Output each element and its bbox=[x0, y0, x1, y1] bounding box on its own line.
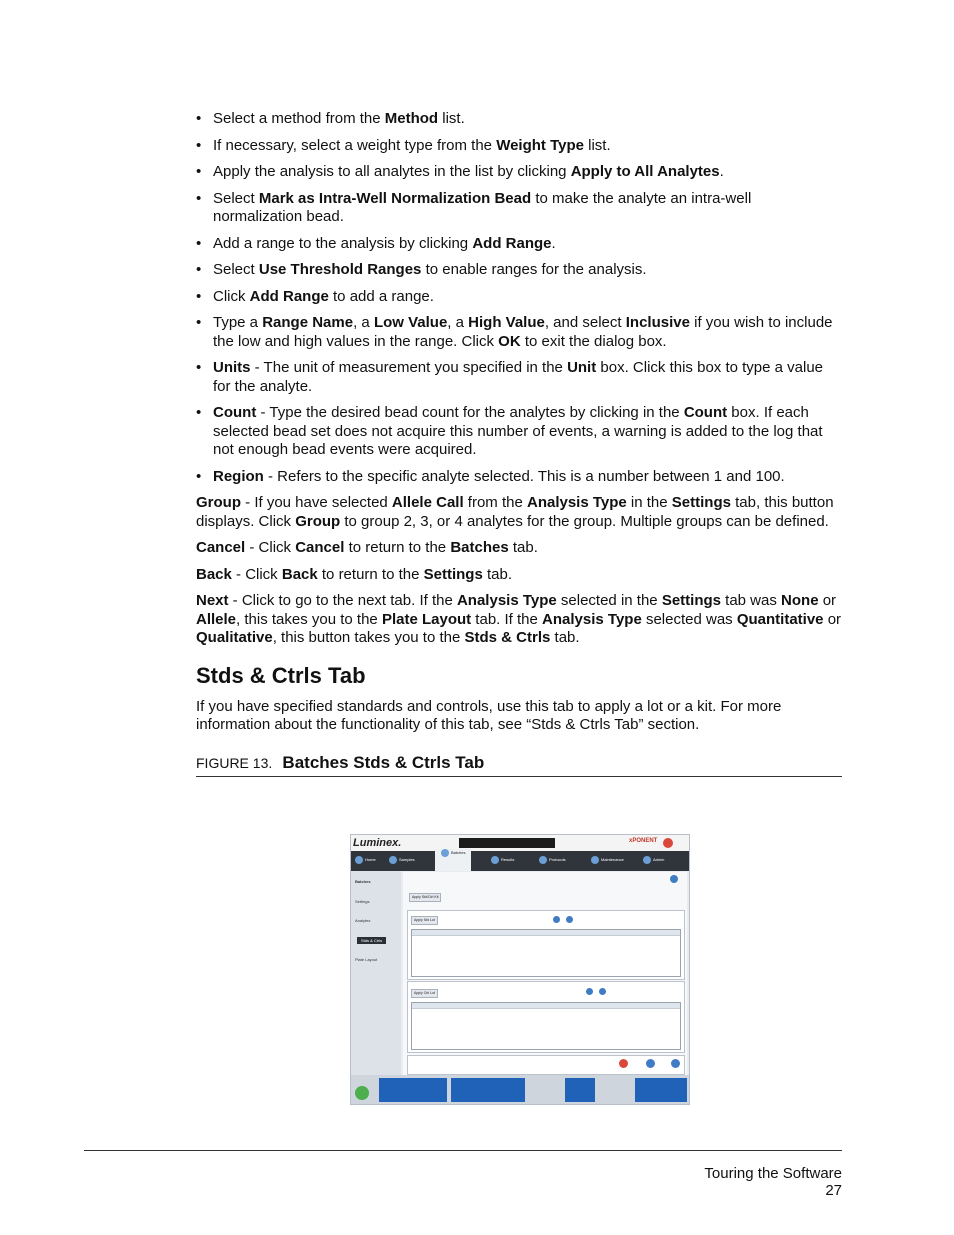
description-paragraph bbox=[196, 566, 842, 585]
bold-term: Plate Layout bbox=[381, 610, 472, 628]
bold-term: Use Threshold Ranges bbox=[258, 261, 422, 278]
text-run: if you wish to include the low and high values in the range. Click bbox=[213, 314, 833, 350]
bullet-item bbox=[196, 359, 842, 396]
back-icon bbox=[646, 1059, 655, 1068]
bold-term: Group bbox=[295, 512, 341, 530]
sidebar-item-stds-ctrls: Stds & Ctrls bbox=[357, 937, 386, 944]
sidebar-item-plate-layout: Plate Layout bbox=[355, 957, 378, 962]
text-run: to return to the bbox=[317, 565, 424, 583]
nav-tab-protocols: Protocols bbox=[539, 856, 566, 864]
maintenance-icon bbox=[591, 856, 599, 864]
bold-term: Allele Call bbox=[391, 494, 464, 511]
bold-term: Apply to All Analytes bbox=[570, 163, 720, 180]
nav-tab-results: Results bbox=[491, 856, 514, 864]
description-paragraph bbox=[196, 494, 842, 531]
text-run: tab. bbox=[550, 629, 580, 646]
text-run: . bbox=[719, 163, 724, 180]
text-run: Click bbox=[213, 287, 250, 305]
results-icon bbox=[491, 856, 499, 864]
bold-term: Weight Type bbox=[496, 136, 584, 154]
text-run: or bbox=[823, 610, 842, 628]
figure-title: Batches Stds & Ctrls Tab bbox=[282, 752, 485, 772]
batches-icon bbox=[441, 849, 449, 857]
text-run: Select a method from the bbox=[213, 110, 385, 127]
cancel-icon bbox=[619, 1059, 628, 1068]
status-panel bbox=[379, 1078, 447, 1102]
bold-term: Low Value bbox=[373, 314, 448, 331]
text-run: - If you have selected bbox=[241, 494, 392, 511]
section-heading: Stds & Ctrls Tab bbox=[196, 662, 366, 688]
section-body: If you have specified standards and controls, use this tab to apply a lot or a kit. For more information about the functionality of this tab, see “Stds & Ctrls Tab” section. bbox=[196, 697, 782, 733]
bold-term: Group bbox=[196, 494, 241, 511]
text-run: to add a range. bbox=[328, 287, 434, 305]
text-run: . bbox=[551, 234, 556, 252]
bullet-item bbox=[196, 137, 842, 156]
page-content bbox=[196, 110, 842, 777]
bold-term: Back bbox=[281, 565, 318, 583]
bullet-item bbox=[196, 163, 842, 182]
bottom-button-bar bbox=[407, 1055, 685, 1075]
table-header bbox=[412, 1003, 680, 1009]
text-run: - Click bbox=[231, 565, 282, 583]
footer-rule bbox=[84, 1150, 842, 1151]
text-run: list. bbox=[438, 110, 465, 127]
text-run: Add a range to the analysis by clicking bbox=[213, 234, 473, 252]
ctrl-action-icon-2 bbox=[599, 988, 606, 995]
figure-number: FIGURE 13. bbox=[196, 754, 273, 771]
bold-term: Count bbox=[213, 404, 257, 421]
text-run: to exit the dialog box. bbox=[520, 332, 667, 350]
bold-term: None bbox=[781, 592, 819, 609]
status-panel-3 bbox=[565, 1078, 595, 1102]
status-panel-4 bbox=[635, 1078, 687, 1102]
bold-term: Settings bbox=[671, 494, 731, 511]
sidebar-item-settings: Settings bbox=[355, 899, 370, 904]
text-run: tab was bbox=[721, 592, 782, 609]
bold-term: Count bbox=[683, 404, 728, 421]
nav-tab-admin: Admin bbox=[643, 856, 664, 864]
next-icon bbox=[671, 1059, 680, 1068]
description-paragraph bbox=[196, 539, 842, 558]
ctrl-action-icon bbox=[586, 988, 593, 995]
admin-icon bbox=[643, 856, 651, 864]
system-ok-icon bbox=[355, 1086, 369, 1100]
bold-term: Analysis Type bbox=[526, 494, 627, 511]
text-run: in the bbox=[626, 494, 672, 511]
bold-term: Analysis Type bbox=[456, 592, 557, 609]
bold-term: Settings bbox=[661, 592, 721, 609]
screenshot-sidebar bbox=[351, 871, 401, 1075]
text-run: tab. If the bbox=[471, 610, 543, 628]
bold-term: Cancel bbox=[196, 539, 246, 556]
nav-tab-samples: Samples bbox=[389, 856, 415, 864]
bold-term: High Value bbox=[468, 314, 545, 331]
text-run: selected in the bbox=[556, 592, 662, 609]
bold-term: Units bbox=[213, 359, 251, 376]
standards-table bbox=[411, 929, 681, 977]
text-run: - The unit of measurement you specified in the bbox=[250, 359, 568, 376]
text-run: Type a bbox=[213, 314, 263, 331]
bullet-item bbox=[196, 288, 842, 307]
home-icon bbox=[355, 856, 363, 864]
bold-term: Batches bbox=[450, 539, 509, 556]
info-icon bbox=[670, 875, 678, 883]
text-run: to make the analyte an intra-well normalization bead. bbox=[213, 189, 752, 225]
text-run: - Refers to the specific analyte selected. This is a number between 1 and 100. bbox=[263, 467, 785, 485]
text-run: to group 2, 3, or 4 analytes for the group. Multiple groups can be defined. bbox=[340, 512, 829, 530]
bold-term: Allele bbox=[196, 610, 237, 628]
samples-icon bbox=[389, 856, 397, 864]
text-run: , and select bbox=[544, 314, 626, 331]
footer-title: Touring the Software bbox=[704, 1165, 842, 1182]
luminex-logo: Luminex. bbox=[353, 837, 402, 849]
std-action-icon-2 bbox=[566, 916, 573, 923]
bold-term: Region bbox=[213, 467, 264, 485]
bold-term: Quantitative bbox=[736, 610, 824, 628]
bold-term: Stds & Ctrls bbox=[464, 629, 551, 646]
user-field bbox=[459, 838, 555, 848]
bullet-item bbox=[196, 314, 842, 351]
status-light-icon bbox=[663, 838, 673, 848]
text-run: to return to the bbox=[344, 539, 451, 556]
bold-term: Analysis Type bbox=[542, 610, 642, 628]
apply-kit-button: Apply Std/Ctrl Kit bbox=[409, 893, 441, 902]
bold-term: OK bbox=[498, 332, 521, 350]
controls-table bbox=[411, 1002, 681, 1050]
text-run: to enable ranges for the analysis. bbox=[421, 261, 647, 278]
text-run: Select bbox=[213, 189, 259, 207]
page-number: 27 bbox=[825, 1182, 842, 1199]
text-run: - Click bbox=[245, 539, 296, 556]
xponent-logo: xPONENT bbox=[629, 838, 658, 844]
bullet-item bbox=[196, 468, 842, 487]
software-screenshot bbox=[350, 834, 690, 1105]
bold-term: Cancel bbox=[295, 539, 345, 556]
bold-term: Qualitative bbox=[196, 629, 273, 646]
text-run: - Type the desired bead count for the analytes by clicking in the bbox=[256, 404, 684, 421]
protocols-icon bbox=[539, 856, 547, 864]
text-run: tab. bbox=[482, 565, 512, 583]
instruction-list bbox=[196, 110, 842, 486]
bold-term: Add Range bbox=[249, 287, 329, 305]
nav-tab-home: Home bbox=[355, 856, 376, 864]
text-run: - Click to go to the next tab. If the bbox=[228, 592, 457, 609]
screenshot-main-pane bbox=[403, 872, 687, 1075]
bullet-item bbox=[196, 404, 842, 460]
bold-term: Settings bbox=[423, 565, 483, 583]
text-run: , this takes you to the bbox=[236, 610, 382, 628]
screenshot-titlebar bbox=[351, 835, 689, 851]
text-run: tab. bbox=[508, 539, 538, 556]
text-run: If necessary, select a weight type from the bbox=[213, 136, 497, 154]
figure-caption bbox=[196, 754, 842, 778]
bullet-item bbox=[196, 190, 842, 227]
apply-std-lot-button: Apply Std Lot bbox=[411, 916, 438, 925]
text-run: selected was bbox=[641, 610, 737, 628]
text-run: box. Click this box to type a value for the analyte. bbox=[213, 359, 824, 395]
text-run: , a bbox=[353, 314, 374, 331]
text-run: tab, this button displays. Click bbox=[196, 494, 834, 530]
text-run: Select bbox=[213, 261, 259, 278]
table-header bbox=[412, 930, 680, 936]
page-footer bbox=[704, 1165, 842, 1199]
bold-term: Unit bbox=[567, 359, 597, 376]
text-run: , this button takes you to the bbox=[272, 629, 465, 646]
bullet-item bbox=[196, 110, 842, 129]
apply-ctrl-lot-button: Apply Ctrl Lot bbox=[411, 989, 438, 998]
text-run: or bbox=[818, 592, 837, 609]
text-run: , a bbox=[447, 314, 469, 331]
text-run: box. If each selected bead set does not acquire this number of events, a warning is added to the log that not enough bead events were acquired. bbox=[213, 404, 823, 458]
bold-term: Mark as Intra-Well Normalization Bead bbox=[258, 189, 532, 207]
sidebar-item-analytes: Analytes bbox=[355, 918, 371, 923]
text-run: from the bbox=[463, 494, 527, 511]
nav-tab-batches: Batches bbox=[435, 849, 471, 871]
description-paragraph bbox=[196, 592, 842, 648]
bold-term: Back bbox=[196, 565, 232, 583]
sidebar-header: Batches bbox=[355, 879, 371, 884]
screenshot-statusbar bbox=[351, 1075, 689, 1104]
text-run: Apply the analysis to all analytes in the list by clicking bbox=[213, 163, 571, 180]
bold-term: Add Range bbox=[472, 234, 552, 252]
bold-term: Range Name bbox=[262, 314, 354, 331]
button-descriptions bbox=[196, 494, 842, 648]
bold-term: Next bbox=[196, 592, 229, 609]
bold-term: Inclusive bbox=[625, 314, 690, 331]
std-action-icon bbox=[553, 916, 560, 923]
status-panel-2 bbox=[451, 1078, 525, 1102]
nav-tab-maintenance: Maintenance bbox=[591, 856, 624, 864]
standards-panel bbox=[407, 910, 685, 980]
screenshot-navbar bbox=[351, 851, 689, 871]
bullet-item bbox=[196, 261, 842, 280]
bullet-item bbox=[196, 235, 842, 254]
controls-panel bbox=[407, 981, 685, 1053]
bold-term: Method bbox=[384, 110, 439, 127]
text-run: list. bbox=[583, 136, 611, 154]
